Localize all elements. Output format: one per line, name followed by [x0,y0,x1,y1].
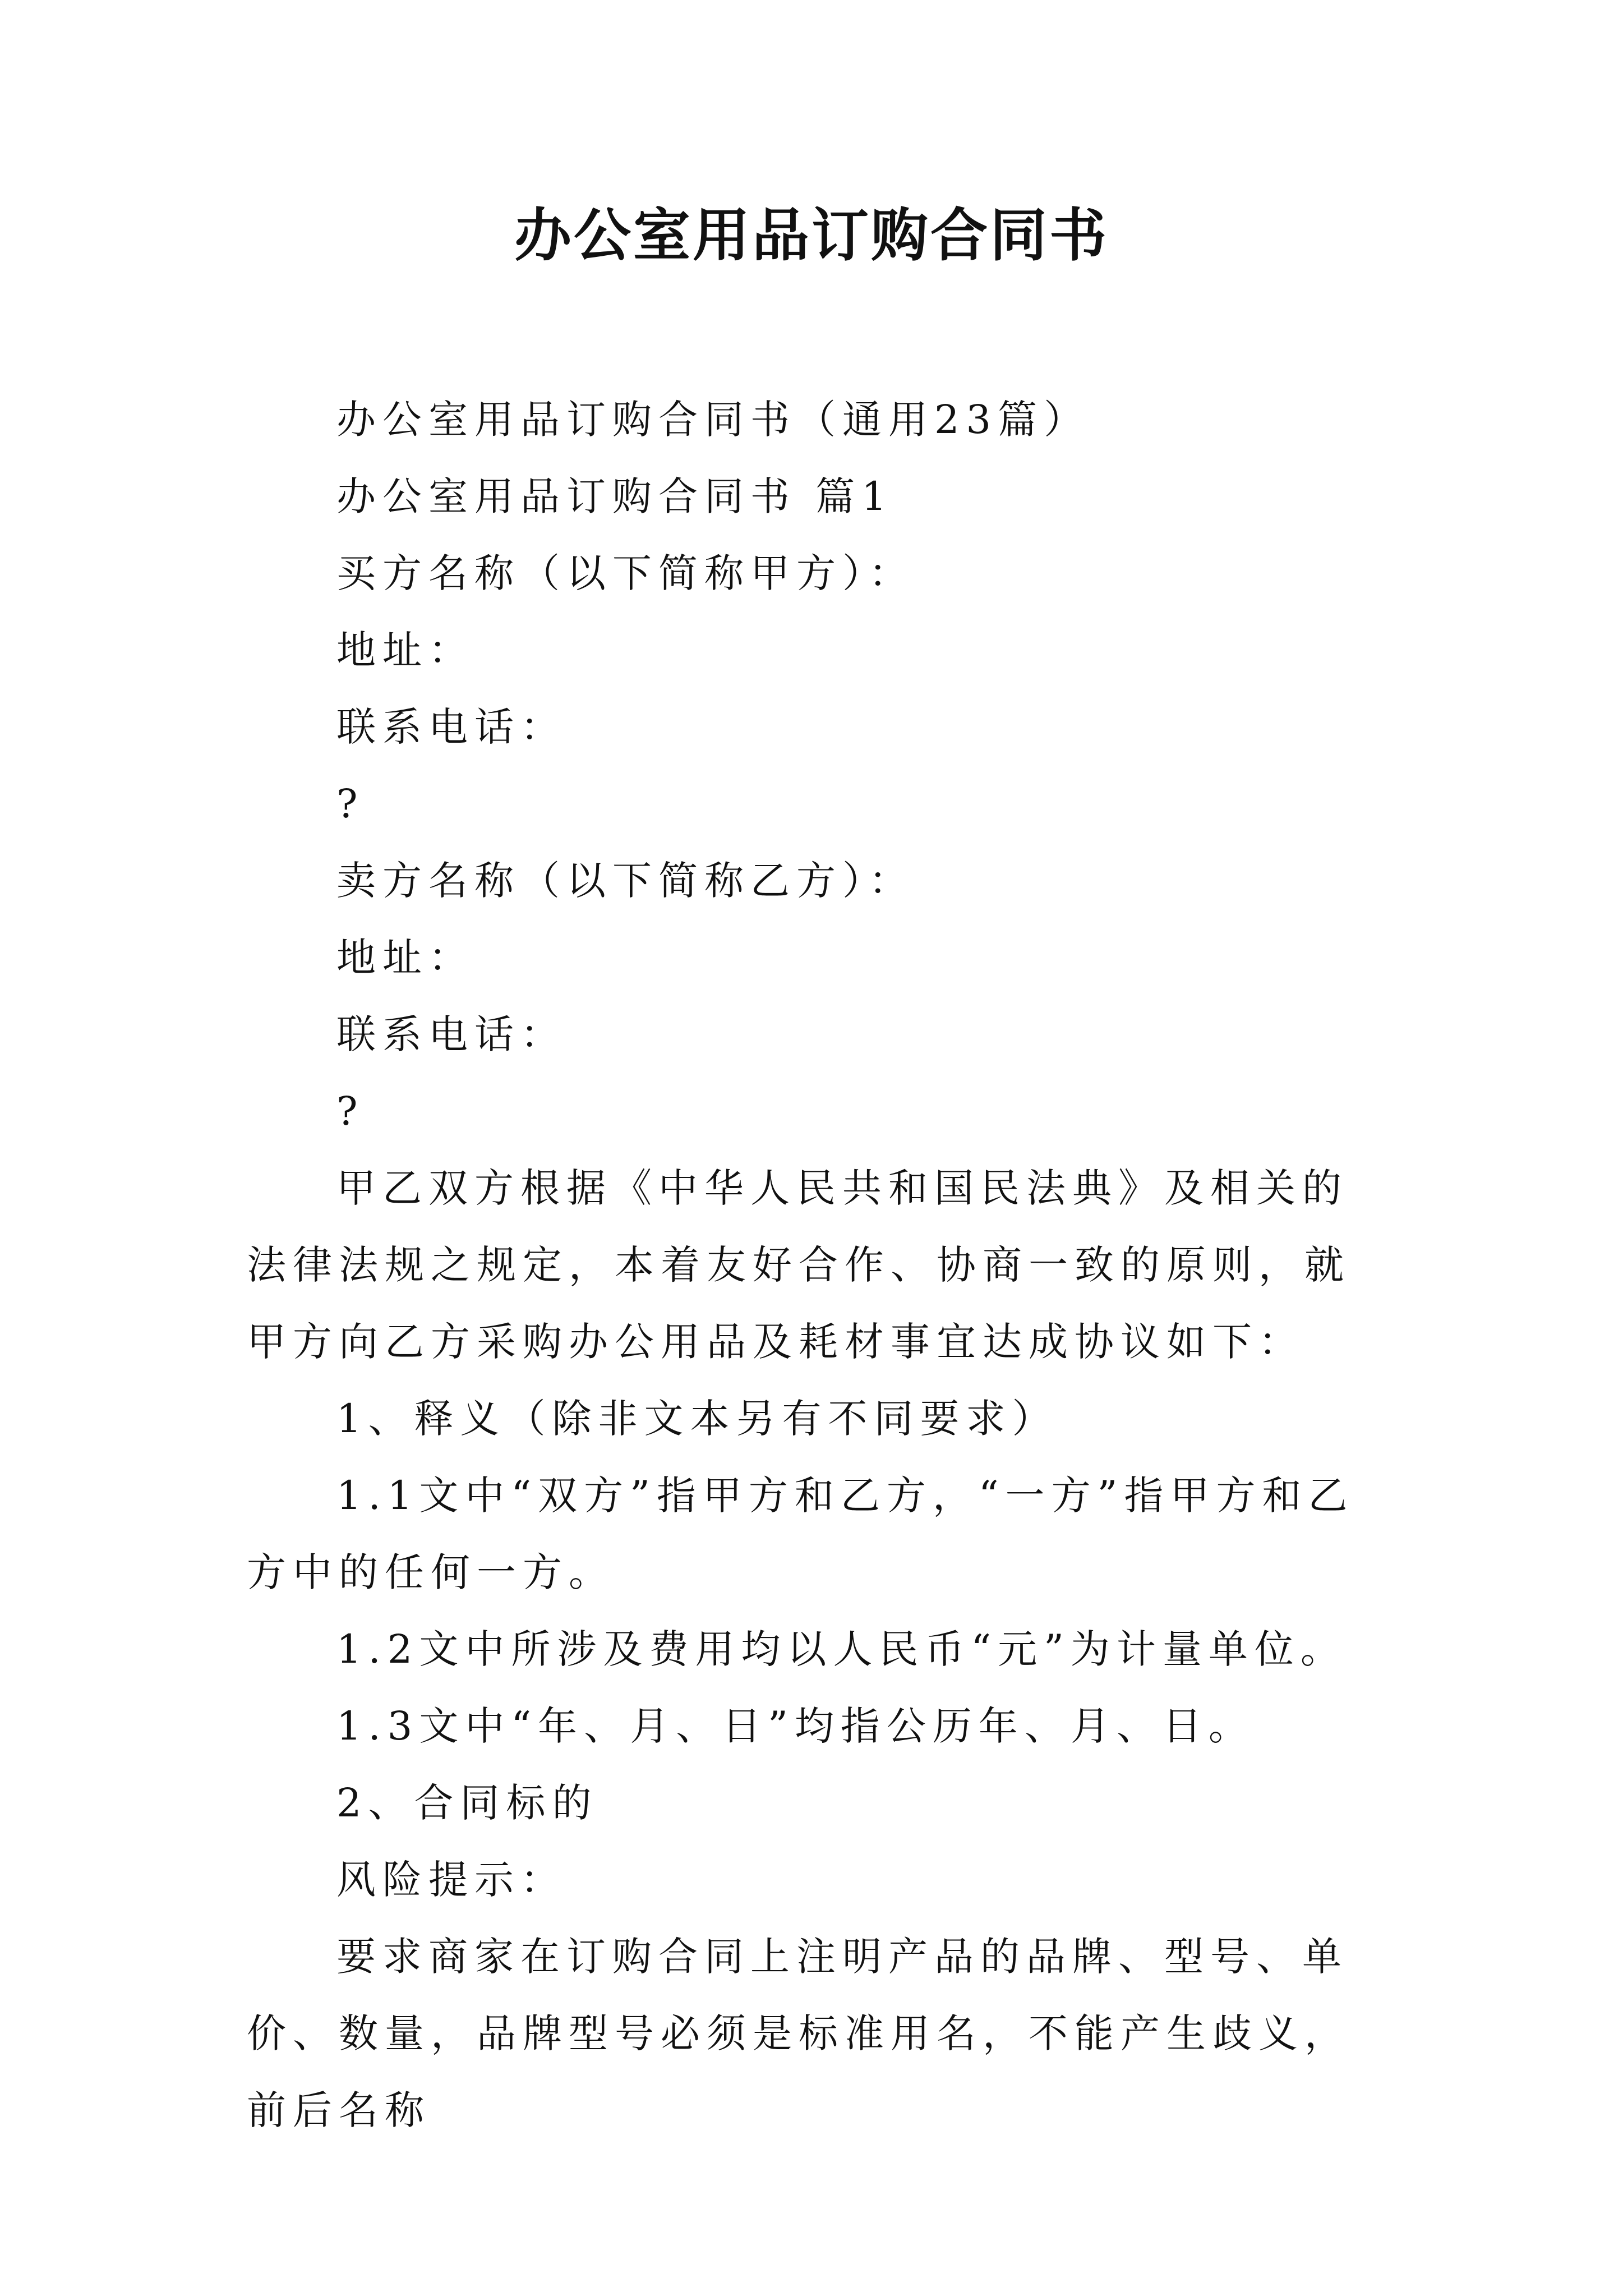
paragraph-placeholder: ? [336,781,365,827]
paragraph-buyer-address: 地址： [336,627,474,673]
paragraph-section-2-heading: 2、合同标的 [336,1780,598,1826]
paragraph-buyer-name: 买方名称（以下简称甲方）： [336,550,915,596]
paragraph-buyer-phone: 联系电话： [336,704,566,750]
paragraph-clause-1-1: 1.1文中“双方”指甲方和乙方，“一方”指甲方和乙方中的任何一方。 [247,1473,1354,1595]
paragraph-placeholder: ? [336,1088,365,1134]
paragraph-clause-1-2: 1.2文中所涉及费用均以人民币“元”为计量单位。 [336,1626,1347,1672]
paragraph-subtitle: 办公室用品订购合同书（通用23篇） [336,397,1090,443]
document-body [247,381,1391,2149]
document-title: 办公室用品订购合同书 [514,202,1109,269]
paragraph-preamble: 甲乙双方根据《中华人民共和国民法典》及相关的法律法规之规定，本着友好合作、协商一致的原则，就甲方向乙方采购办公用品及耗材事宜达成协议如下： [247,1165,1350,1365]
paragraph-risk-text: 要求商家在订购合同上注明产品的品牌、型号、单价、数量，品牌型号必须是标准用名，不能产生歧义，前后名称 [247,1934,1350,2133]
paragraph-clause-1-3: 1.3文中“年、月、日”均指公历年、月、日。 [336,1703,1255,1749]
paragraph-risk-heading: 风险提示： [336,1857,566,1903]
paragraph-chapter-heading: 办公室用品订购合同书 篇1 [336,473,893,519]
paragraph-seller-address: 地址： [336,935,474,981]
paragraph-seller-phone: 联系电话： [336,1011,566,1057]
paragraph-section-1-heading: 1、释义（除非文本另有不同要求） [336,1396,1058,1442]
paragraph-seller-name: 卖方名称（以下简称乙方）： [336,858,915,904]
